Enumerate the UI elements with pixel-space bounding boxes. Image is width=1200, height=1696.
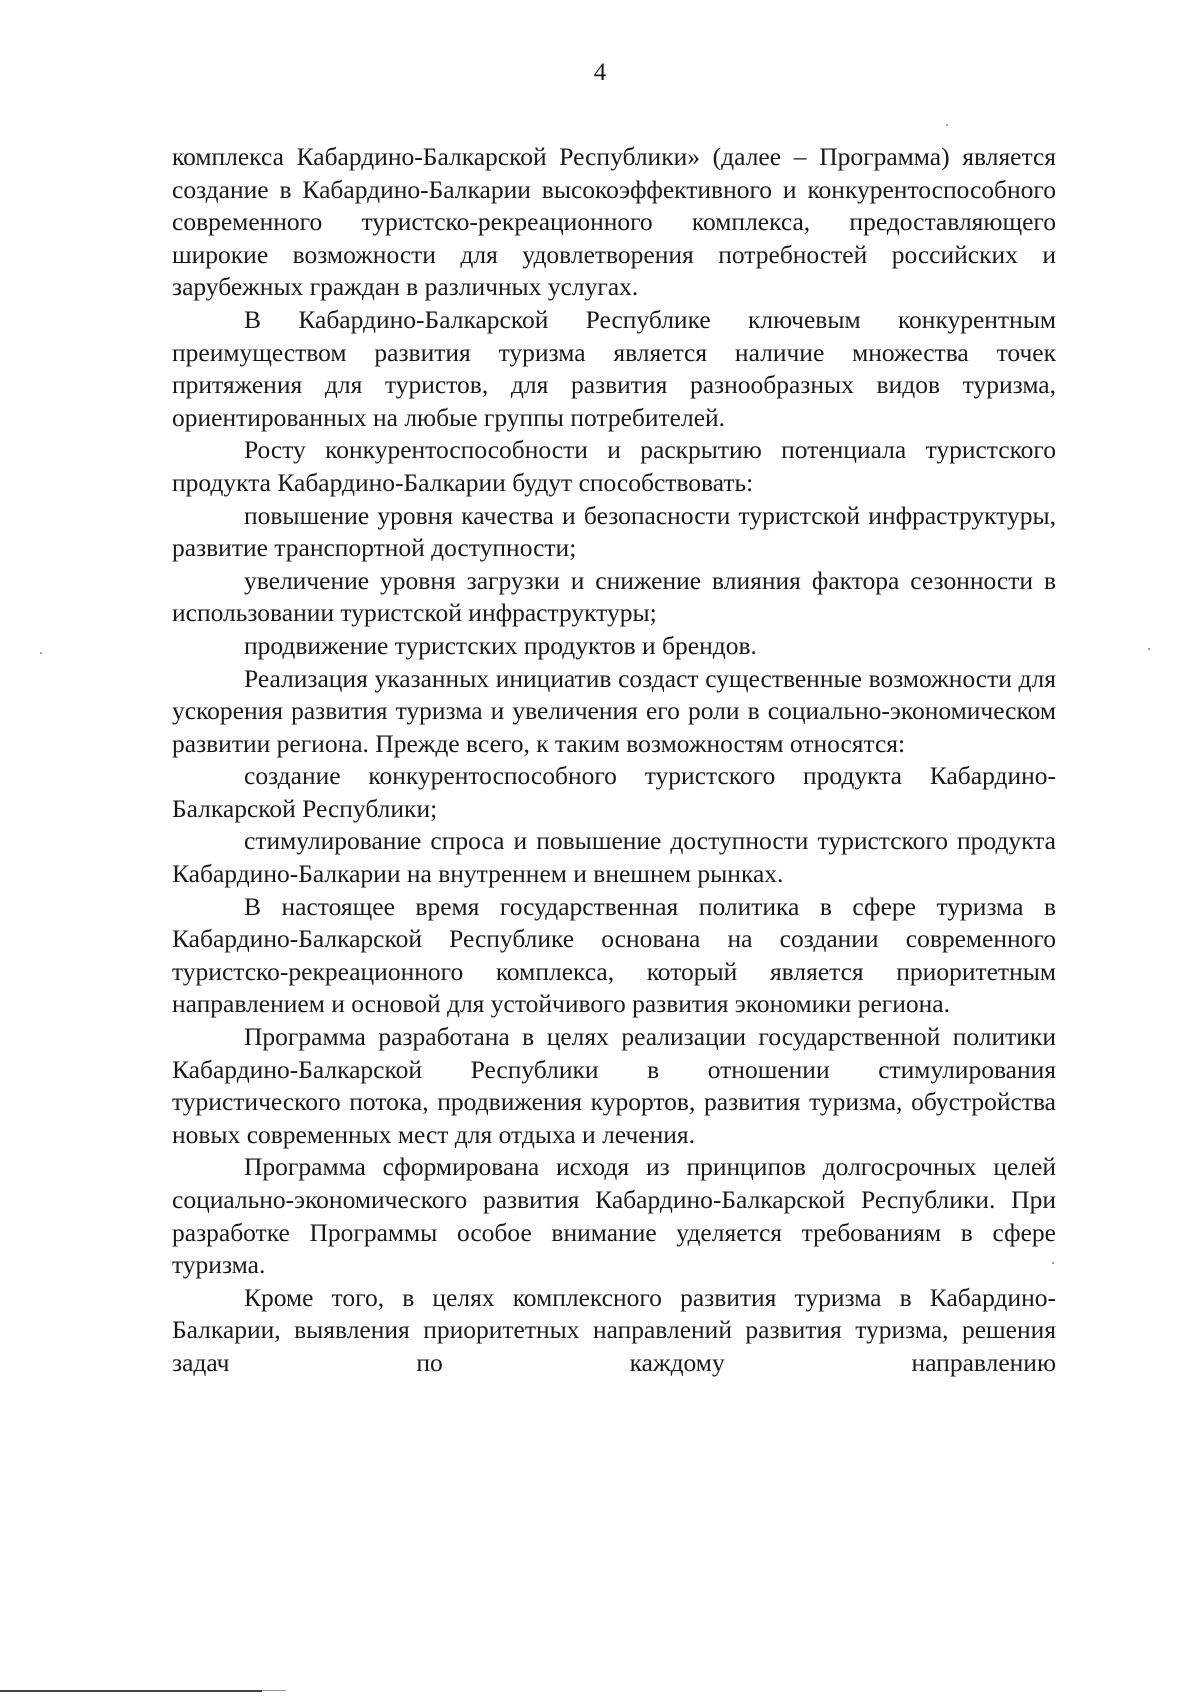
paragraph-13: Кроме того, в целях комплексного развития туризма в Кабардино-Балкарии, выявления приоритетных направлений развития туризма, решения задач по каждому направлению <box>172 1282 1056 1377</box>
paragraph-12: Программа сформирована исходя из принципов долгосрочных целей социально-экономического развития Кабардино-Балкарской Республики. При разработке Программы особое внимание уделяется требованиям в сфере туризма. <box>172 1152 1056 1280</box>
paragraph-4: повышение уровня качества и безопасности туристской инфраструктуры, развитие транспортной доступности; <box>172 500 1056 563</box>
paragraph-11: Программа разработана в целях реализации государственной политики Кабардино-Балкарской Республики в отношении стимулирования туристического потока, продвижения курортов, развития туризма, обустройства новых современных мест для отдыха и лечения. <box>172 1022 1056 1149</box>
scan-speck <box>1148 648 1150 650</box>
paragraph-5: увеличение уровня загрузки и снижение влияния фактора сезонности в использовании туристской инфраструктуры; <box>172 565 1056 628</box>
paragraph-6: продвижение туристских продуктов и брендов. <box>244 630 757 660</box>
footer-rule <box>0 1690 262 1692</box>
document-body <box>172 141 1056 1380</box>
paragraph-3: Росту конкурентоспособности и раскрытию потенциала туристского продукта Кабардино-Балкарии будут способствовать: <box>172 435 1056 497</box>
footer-rule-tail <box>262 1690 286 1691</box>
paragraph-8: создание конкурентоспособного туристского продукта Кабардино-Балкарской Республики; <box>172 761 1056 823</box>
paragraph-9: стимулирование спроса и повышение доступности туристского продукта Кабардино-Балкарии на внутреннем и внешнем рынках. <box>172 826 1056 889</box>
paragraph-1: комплекса Кабардино-Балкарской Республики» (далее – Программа) является создание в Кабардино-Балкарии высокоэффективного и конкурентоспособного современного туристско-рекреационного комплекса, предоставляющего широкие возможности для удовлетворения потребностей российских и зарубежных граждан в различных услугах. <box>172 142 1056 302</box>
paragraph-7: Реализация указанных инициатив создаст существенные возможности для ускорения развития туризма и увеличения его роли в социально-экономическом развитии региона. Прежде всего, к таким возможностям относятся: <box>172 663 1056 758</box>
scan-speck <box>40 652 42 654</box>
scan-speck <box>946 124 948 126</box>
paragraph-2: В Кабардино-Балкарской Республике ключевым конкурентным преимуществом развития туризма является наличие множества точек притяжения для туристов, для развития разнообразных видов туризма, ориентированных на любые группы потребителей. <box>172 304 1056 432</box>
paragraph-10: В настоящее время государственная политика в сфере туризма в Кабардино-Балкарской Республике основана на создании современного туристско-рекреационного комплекса, который является приоритетным направлением и основой для устойчивого развития экономики региона. <box>172 891 1056 1019</box>
page-number: 4 <box>593 59 607 86</box>
scan-speck <box>1052 1262 1054 1264</box>
